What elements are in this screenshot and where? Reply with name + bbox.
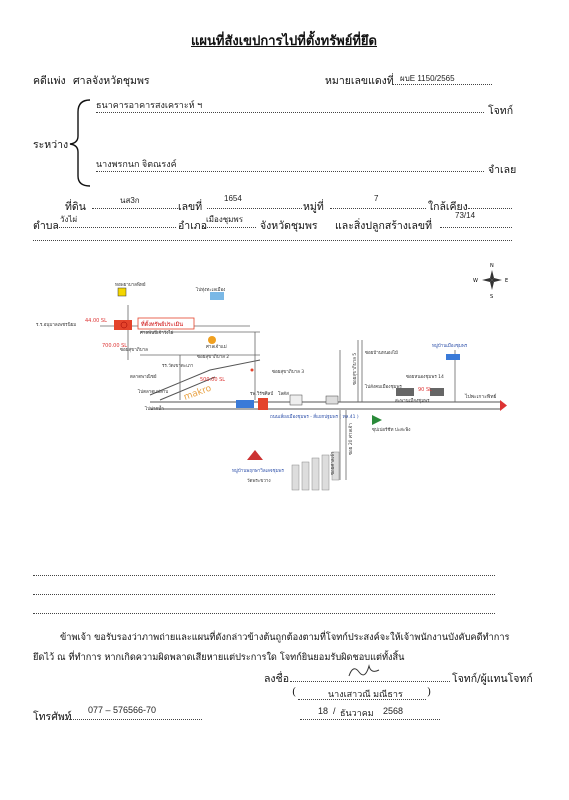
page-title: แผนที่สังเขปการไปที่ตั้งทรัพย์ที่ยึด <box>191 34 377 49</box>
svg-text:ซอยสุขาภิบาล 2: ซอยสุขาภิบาล 2 <box>197 355 230 360</box>
signer-role: โจทก์/ผู้แทนโจทก์ <box>452 673 533 685</box>
school-icon <box>118 288 126 296</box>
svg-text:S: S <box>490 294 494 300</box>
svg-text:วัดพระขวาง: วัดพระขวาง <box>247 479 271 484</box>
date-year: 2568 <box>383 706 404 716</box>
signer-open-paren: ( <box>292 686 297 698</box>
svg-text:รร.วัดเขาตะเภา: รร.วัดเขาตะเภา <box>162 364 194 369</box>
court-name: ศาลจังหวัดชุมพร <box>73 75 150 87</box>
case-type-label: คดีแพ่ง ศาลจังหวัดชุมพร <box>33 75 150 87</box>
compass-icon <box>473 263 508 300</box>
svg-text:หมู่บ้านพฤกษาวิลเลจชุมพร: หมู่บ้านพฤกษาวิลเลจชุมพร <box>232 469 284 474</box>
nearby-label: ใกล้เคียง <box>428 201 468 213</box>
defendant-name: นางพรกนก จิตณรงค์ <box>96 159 177 169</box>
svg-text:ซอยสุขาภิบาล 3: ซอยสุขาภิบาล 3 <box>272 370 305 375</box>
black-no-label: หมายเลขแดงที่ <box>325 75 394 87</box>
plaintiff-role: โจทก์ <box>488 105 514 117</box>
land-number-label: เลขที่ <box>178 201 203 213</box>
phone-value: 077 – 576566-70 <box>88 705 157 715</box>
svg-text:500.00 SL: 500.00 SL <box>200 377 226 383</box>
makro-icon <box>236 400 254 408</box>
tambon-label: ตำบล <box>33 220 59 232</box>
signer-close-paren: ) <box>427 686 432 698</box>
building-value: 73/14 <box>455 211 476 220</box>
svg-text:ไปพะเกาะพิทย์: ไปพะเกาะพิทย์ <box>465 394 497 400</box>
svg-text:รพ.วิรัชศิลป์: รพ.วิรัชศิลป์ <box>250 392 274 397</box>
phone-label: โทรศัพท์ <box>33 711 72 723</box>
svg-text:makro: makro <box>182 383 213 403</box>
sign-label: ลงชื่อ <box>264 673 289 685</box>
location-map <box>0 250 569 540</box>
svg-text:ซอยบ้านหนองไม้: ซอยบ้านหนองไม้ <box>365 351 399 356</box>
svg-text:ศาลเจ้าแม่: ศาลเจ้าแม่ <box>206 345 227 350</box>
svg-text:ถนนเลี่ยงเมืองชุมพร - สี่แยกปฐ: ถนนเลี่ยงเมืองชุมพร - สี่แยกปฐมพร ( ทล.41 ) <box>270 415 359 420</box>
svg-text:ร.ร.อนุบาลเพชรนิยม: ร.ร.อนุบาลเพชรนิยม <box>36 323 77 328</box>
svg-text:หอพยาบาลพิทย์: หอพยาบาลพิทย์ <box>115 283 146 288</box>
svg-text:700.00 SL: 700.00 SL <box>102 343 128 349</box>
date-month: ธันวาคม <box>340 708 374 718</box>
defendant-role: จำเลย <box>488 164 517 176</box>
black-no-value: ผบE 1150/2565 <box>400 74 455 83</box>
svg-text:ไปสังคมเมืองชุมพร: ไปสังคมเมืองชุมพร <box>365 385 402 390</box>
tambon-value: วังไผ่ <box>60 215 78 224</box>
svg-text:หมู่บ้านเมืองชุมพร: หมู่บ้านเมืองชุมพร <box>432 344 468 349</box>
svg-text:90 SL: 90 SL <box>418 387 432 393</box>
date-sep: / <box>333 706 336 716</box>
svg-text:ซอยศาลเจ้า: ซอยศาลเจ้า <box>331 451 336 475</box>
svg-text:N: N <box>490 263 494 269</box>
certification-line-2: ยึดไว้ ณ ที่ทำการ หากเกิดความผิดพลาดเสียหายแต่ประการใด โจทก์ยินยอมรับผิดชอบแต่ทั้งสิ้น <box>33 652 405 663</box>
building-label: และสิ่งปลูกสร้างเลขที่ <box>335 220 433 232</box>
clinic-icon <box>210 292 224 300</box>
svg-text:ซุปเปอร์ชีท ปะสะพิง: ซุปเปอร์ชีท ปะสะพิง <box>372 428 411 433</box>
svg-text:E: E <box>505 278 509 284</box>
temple-icon <box>208 336 216 344</box>
deed-label: ที่ดิน <box>65 201 86 213</box>
svg-text:ซอยหนองชุมพร 14: ซอยหนองชุมพร 14 <box>406 375 444 380</box>
between-label: ระหว่าง <box>33 139 69 151</box>
moo-value: 7 <box>374 194 379 203</box>
deed-type: นส3ก <box>120 196 140 205</box>
moo-label: หมู่ที่ <box>303 201 324 213</box>
svg-text:สะพานเมืองชุมพร: สะพานเมืองชุมพร <box>395 399 430 404</box>
province-label: จังหวัดชุมพร <box>260 220 318 232</box>
svg-text:44.00 SL: 44.00 SL <box>85 318 107 324</box>
signer-name: นางเสาวณี มณีธาร <box>328 689 403 699</box>
amphoe-label: อำเภอ <box>178 220 208 232</box>
plaintiff-name: ธนาคารอาคารสงเคราะห์ ฯ <box>96 100 203 110</box>
signature-mark <box>345 660 385 682</box>
brace-icon <box>68 98 94 188</box>
land-number-value: 1654 <box>224 194 242 203</box>
amphoe-value: เมืองชุมพร <box>206 215 243 224</box>
certification-line-1: ข้าพเจ้า ขอรับรองว่าภาพถ่ายและแผนที่ดังกล่าวข้างต้นถูกต้องตามที่โจทก์ประสงค์จะให้เจ้าพนักงานบังคับคดีทำการ <box>60 632 510 643</box>
date-day: 18 <box>318 706 329 716</box>
svg-text:ซอยสุขาภิบาล 5: ซอยสุขาภิบาล 5 <box>353 352 358 385</box>
svg-text:ไปปากน้ำ: ไปปากน้ำ <box>145 407 164 412</box>
svg-text:ตลาดพาณิชย์: ตลาดพาณิชย์ <box>130 375 157 380</box>
svg-text:W: W <box>473 278 478 284</box>
svg-text:ไปตลาดแม่ลาบ: ไปตลาดแม่ลาบ <box>138 390 169 395</box>
svg-text:โลตัส: โลตัส <box>278 392 289 397</box>
svg-text:ที่ตั้งทรัพย์ประเมิน: ที่ตั้งทรัพย์ประเมิน <box>141 322 183 328</box>
svg-text:ซอย 20 ศาลเจ้า: ซอย 20 ศาลเจ้า <box>349 423 354 455</box>
svg-text:ซอยสุขาภิบาล: ซอยสุขาภิบาล <box>120 348 148 353</box>
svg-text:ศาลพันปีเจ้าวังไผ่: ศาลพันปีเจ้าวังไผ่ <box>140 331 174 336</box>
svg-text:ไปทุ่งทะเลเมือง: ไปทุ่งทะเลเมือง <box>196 288 226 293</box>
